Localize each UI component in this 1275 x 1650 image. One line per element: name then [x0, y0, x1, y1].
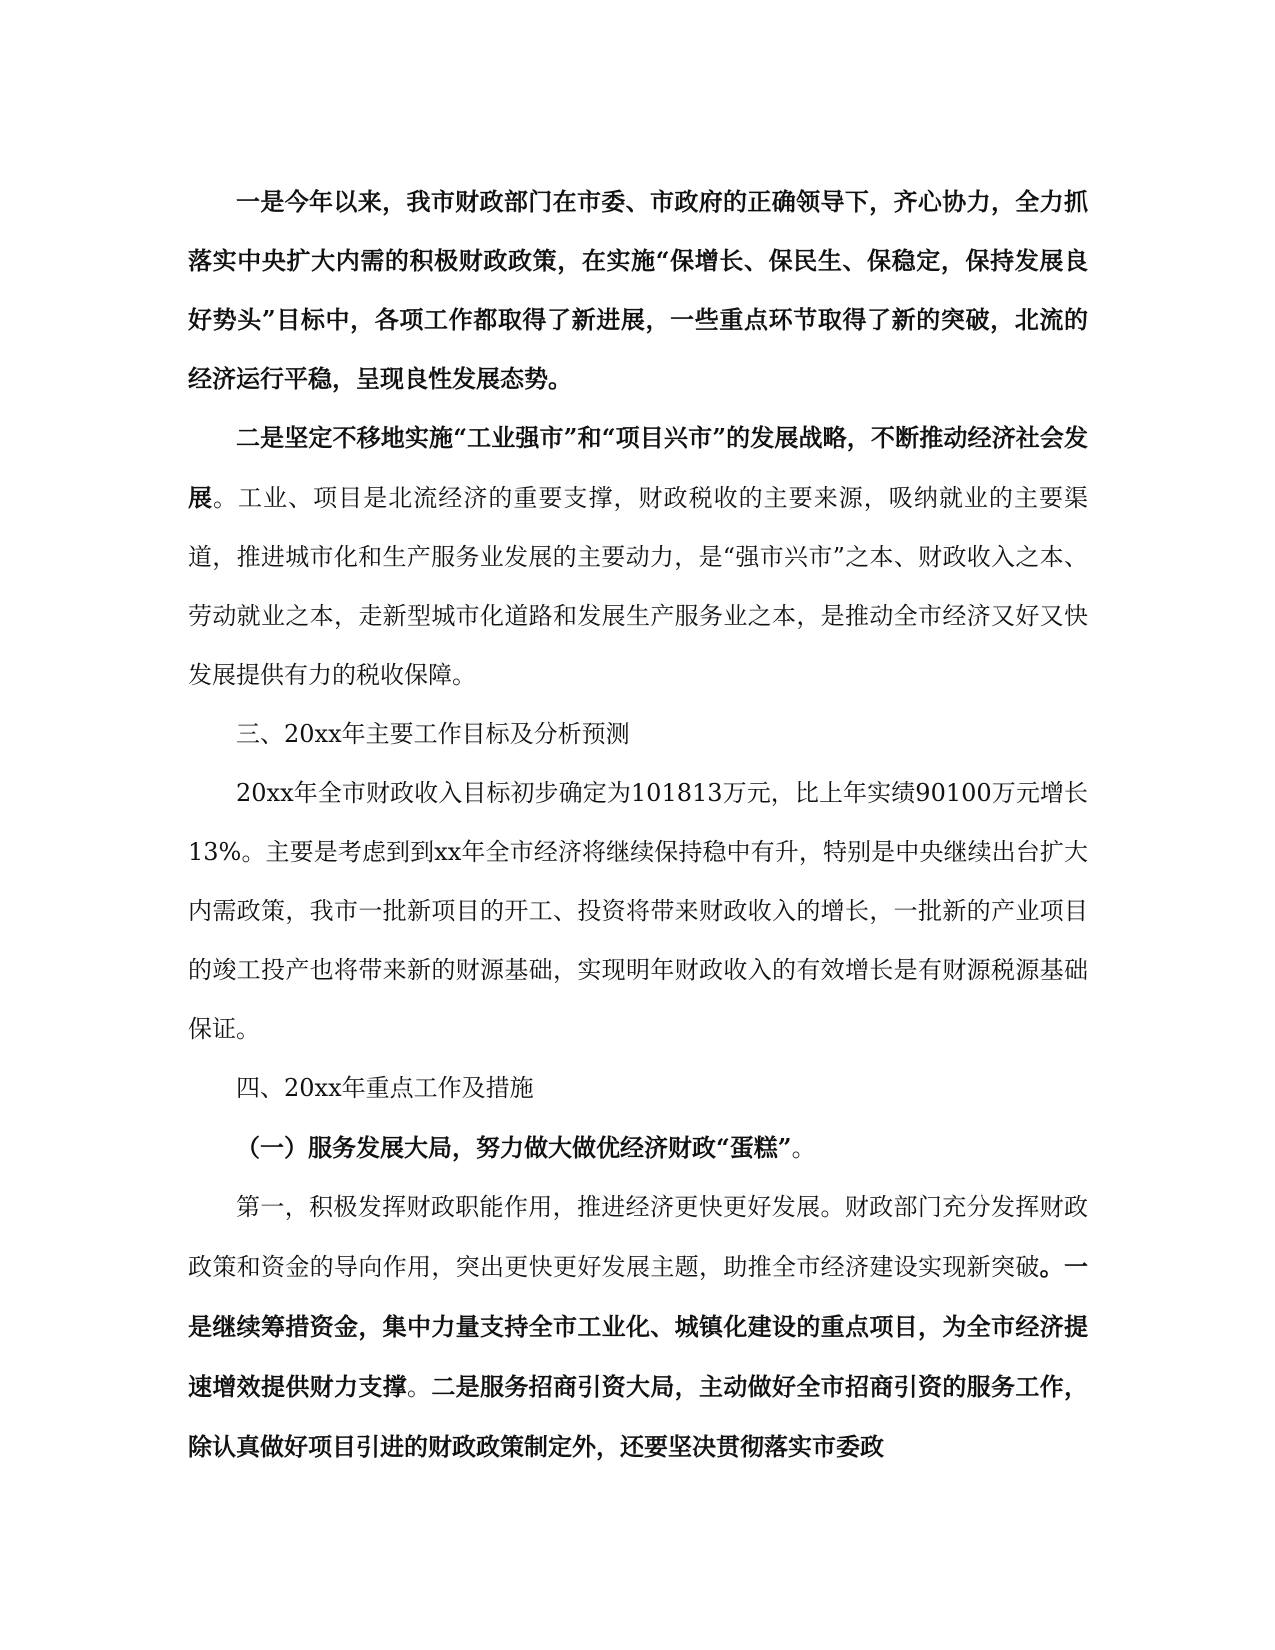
- paragraph-7-mid: 。: [407, 1373, 432, 1401]
- paragraph-7-bold-1: 。一是继续筹措资金，集中力量支持全市工业化、城镇化建设的重点项目，为全市经济提速增效提供财力支撑: [188, 1252, 1089, 1401]
- paragraph-1: 一是今年以来，我市财政部门在市委、市政府的正确领导下，齐心协力，全力抓落实中央扩大内需的积极财政政策，在实施“保增长、保民生、保稳定，保持发展良好势头”目标中，各项工作都取得了新进展，一些重点环节取得了新的突破，北流的经济运行平稳，呈现良性发展态势。: [188, 187, 1088, 393]
- subheading-1-end: 。: [791, 1134, 816, 1162]
- section-heading-4: 四、20xx年重点工作及措施: [236, 1074, 534, 1102]
- paragraph-2-bold-lead: 二是坚定不移地实施“工业强市”和“项目兴市”的发展战略，不断推动经济社会发展: [188, 423, 1088, 512]
- paragraph-7-bold-2: 二是服务招商引资大局，主动做好全市招商引资的服务工作，除认真做好项目引进的财政政策制定外，还要坚决贯彻落实市委政: [188, 1372, 1089, 1461]
- paragraph-7: [188, 1178, 1088, 1477]
- paragraph-7-plain: 第一，积极发挥财政职能作用，推进经济更快更好发展。财政部门充分发挥财政政策和资金的导向作用，突出更快更好发展主题，助推全市经济建设实现新突破: [188, 1193, 1088, 1281]
- document-page: [188, 172, 1088, 1477]
- section-heading-3: 三、20xx年主要工作目标及分析预测: [236, 720, 630, 748]
- paragraph-4: 20xx年全市财政收入目标初步确定为101813万元，比上年实绩90100万元增长13%。主要是考虑到到xx年全市经济将继续保持稳中有升，特别是中央继续出台扩大内需政策，我市一批新项目的开工、投资将带来财政收入的增长，一批新的产业项目的竣工投产也将带来新的财源基础，实现明年财政收入的有效增长是有财源税源基础保证。: [188, 779, 1088, 1043]
- paragraph-2-body: 。工业、项目是北流经济的重要支撑，财政税收的主要来源，吸纳就业的主要渠道，推进城市化和生产服务业发展的主要动力，是“强市兴市”之本、财政收入之本、劳动就业之本，走新型城市化道路和发展生产服务业之本，是推动全市经济又好又快发展提供有力的税收保障。: [188, 484, 1088, 689]
- paragraph-2: [188, 408, 1088, 705]
- subheading-1-bold: （一）服务发展大局，努力做大做优经济财政“蛋糕”: [236, 1133, 792, 1162]
- subheading-1: [188, 1118, 1088, 1178]
